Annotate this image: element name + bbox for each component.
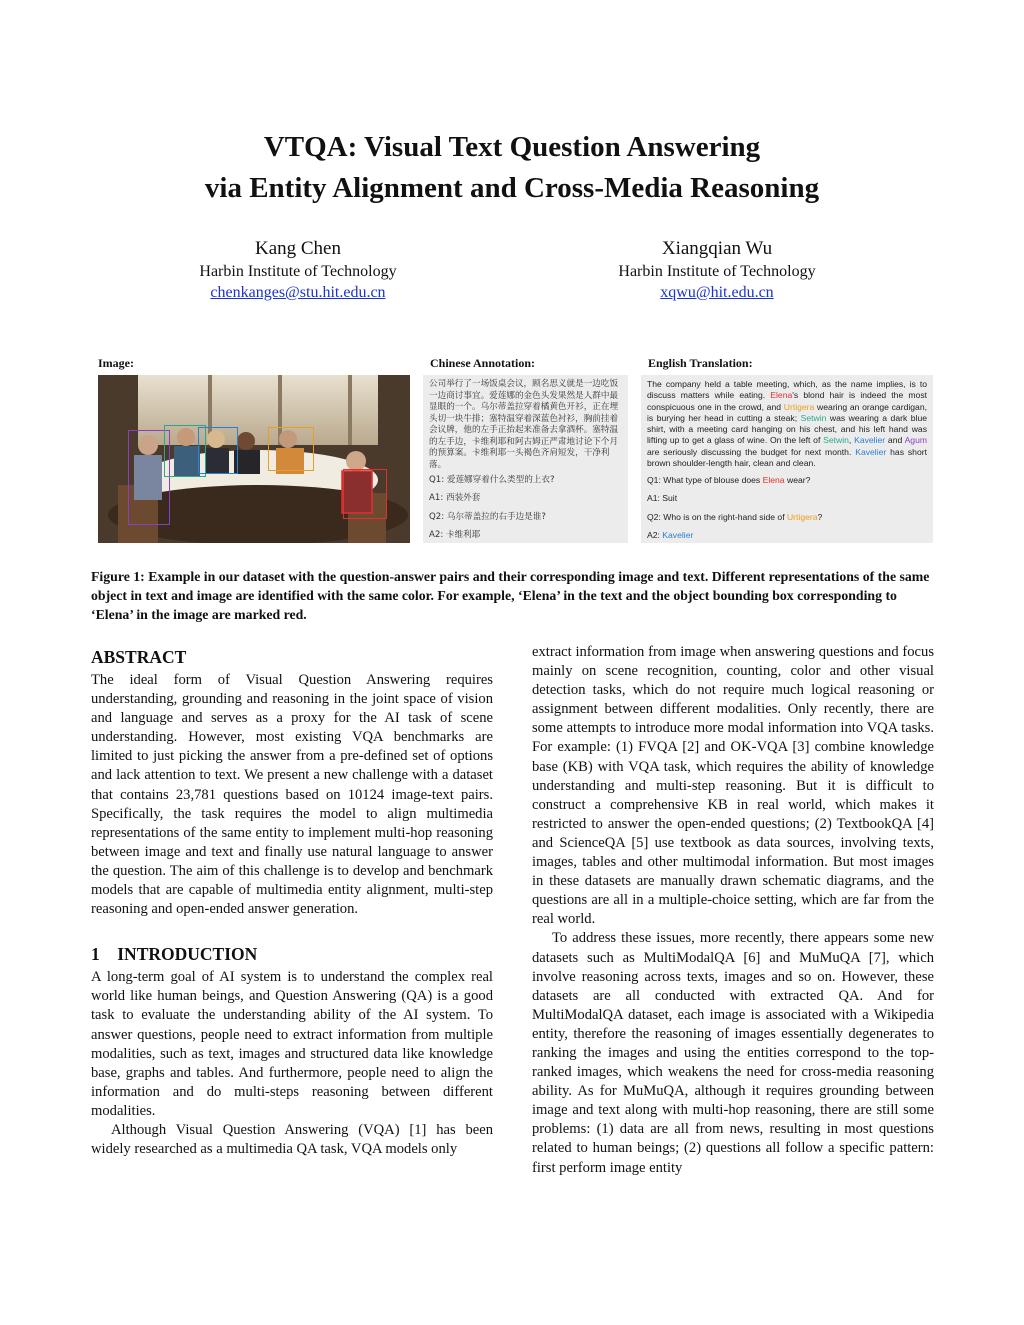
bbox-red bbox=[343, 469, 387, 519]
text-segment: wearing an orange cardigan, is burying her head in cutting a steak; bbox=[647, 401, 927, 423]
text-segment: are seriously discussing the budget for next month. bbox=[647, 446, 856, 457]
text-segment: , bbox=[848, 435, 855, 446]
figure-label-image: Image: bbox=[98, 356, 134, 370]
chinese-a1: A1: 西装外套 bbox=[429, 493, 481, 503]
author-name: Kang Chen bbox=[254, 238, 341, 259]
intro-paragraph-1: A long-term goal of AI system is to understand the complex real world like human beings, and Question Answering (QA) is a good task to evaluate the understanding ability of the AI system. To answer questions, people need to extract information from multiple modalities, such as text, images and structured data like knowledge base, graphs and tables. And furthermore, people need to align the information and do multi-steps reasoning between different modalities. bbox=[91, 969, 493, 1119]
author-email-link[interactable]: xqwu@hit.edu.cn bbox=[660, 284, 774, 301]
english-q2 bbox=[647, 512, 822, 523]
intro-paragraph-2: Although Visual Question Answering (VQA) [1] has been widely researched as a multimedia QA task, VQA models only bbox=[91, 1121, 493, 1158]
english-a2 bbox=[647, 530, 693, 541]
figure-label-chinese: Chinese Annotation: bbox=[430, 356, 536, 370]
text-segment: and bbox=[885, 435, 905, 446]
paper-title-line2: via Entity Alignment and Cross-Media Reasoning bbox=[204, 172, 820, 204]
entity-elena: Elena bbox=[762, 475, 785, 485]
left-column bbox=[91, 646, 493, 1159]
chinese-q1: Q1: 爱莲娜穿着什么类型的上衣? bbox=[429, 475, 555, 485]
paper-title-line1: VTQA: Visual Text Question Answering bbox=[263, 131, 761, 163]
author-email-link[interactable]: chenkanges@stu.hit.edu.cn bbox=[210, 284, 386, 301]
english-a1: A1: Suit bbox=[647, 493, 678, 503]
chinese-annotation-text: 公司举行了一场饭桌会议，顾名思义就是一边吃饭一边商讨事宜。爱莲娜的金色头发果然是人群中最显眼的一个。乌尔蒂盖拉穿着橘黄色开衫，正在埋头切一块牛排；塞特温穿着深蓝色衬衫，胸前挂着会议牌，他的左手正抬起来准备去拿酒杯。塞特温的左手边，卡维利耶和阿古姆正严肃地讨论下个月的预算案。卡维利耶一头褐色齐肩短发，干净利落。 bbox=[429, 379, 619, 470]
english-translation-panel bbox=[641, 375, 933, 543]
figure-caption: Figure 1: Example in our dataset with the question-answer pairs and their corresponding image and text. Different representations of the same object in text and image are identified with the same color. For example, ‘Elena’ in the text and the object bounding box corresponding to ‘Elena’ in the image are marked red. bbox=[91, 569, 930, 622]
introduction-heading: 1 INTRODUCTION bbox=[91, 944, 258, 965]
intro-paragraph-3: extract information from image when answering questions and focus mainly on scene recognition, counting, color and other visual detection tasks, which do not require much logical reasoning or assignment between different modalities. Only recently, there are some attempts to introduce more modal information into VQA tasks. For example: (1) FVQA [2] and OK-VQA [3] combine knowledge base (KB) with VQA task, which requires the ability of knowledge understanding and multi-step reasoning. But it is difficult to construct a comprehensive KB in real world, which makes it restricted to answer the open-ended questions; (2) TextbookQA [4] and ScienceQA [5] use textbook as data sources, involving texts, images, tables and other multimodal information. But most images in these datasets are manually drawn schematic diagrams, and the questions are all in a multiple-choice setting, which are far from the real world. bbox=[532, 644, 934, 928]
bbox-blue bbox=[198, 427, 238, 474]
entity-kavelier: Kavelier bbox=[662, 530, 694, 540]
abstract-text: The ideal form of Visual Question Answering requires understanding, grounding and reasoning in the joint space of vision and language and serves as a proxy for the AI task of scene understanding. However, most existing VQA benchmarks are limited to just picking the answer from a pre-defined set of options and lack attention to text. We present a new challenge with a dataset that contains 23,781 questions based on 10124 image-text pairs. Specifically, the task requires the model to align multimedia representations of the same entity to implement multi-hop reasoning between image and text and finally use natural language to answer the question. The aim of this challenge is to develop and benchmark models that are capable of multimedia entity alignment, multi-step reasoning and open-ended answer generation. bbox=[91, 672, 493, 918]
bbox-orange bbox=[268, 427, 314, 471]
chinese-q2: Q2: 乌尔蒂盖拉的右手边是谁? bbox=[429, 512, 546, 522]
right-column bbox=[532, 643, 934, 1178]
entity-elena: Elena bbox=[770, 390, 793, 401]
english-q1 bbox=[647, 475, 810, 486]
intro-paragraph-4: To address these issues, more recently, there appears some new datasets such as MultiModalQA [6] and MuMuQA [7], which involve reasoning across texts, images and so on. However, these datasets are all conducted with extracted QA. And for MultiModalQA dataset, each image is associated with a Wikipedia entity, therefore the reasoning of images essentially degenerates to ranking the images and using the entities correspond to the top-ranked images, which weakens the need for cross-media reasoning ability. As for MuMuQA, although it requires grounding between image and text along with multi-hop reasoning, there are still some problems: (1) data are all from news, resulting in most questions related to human beings; (2) questions all follow a specific pattern: first perform image entity bbox=[532, 930, 934, 1176]
english-translation-text bbox=[647, 379, 927, 469]
entity-agum: Agum bbox=[904, 435, 928, 446]
text-segment: has short brown shoulder-length hair, clean and clean. bbox=[647, 446, 927, 469]
abstract-heading: ABSTRACT bbox=[91, 647, 187, 667]
text-segment: 's blond hair is indeed the most conspicuous one in the crowd, and bbox=[647, 390, 928, 412]
text-segment: ? bbox=[817, 512, 823, 522]
text-segment: The company held a table meeting, which, as the name implies, is to discuss matters while eating. bbox=[647, 379, 927, 401]
text-segment: A2: bbox=[647, 530, 663, 540]
text-segment: wear? bbox=[784, 475, 811, 485]
author-block-2 bbox=[567, 237, 867, 303]
figure-photo bbox=[98, 375, 410, 543]
entity-urtigera: Urtigera bbox=[786, 512, 818, 522]
entity-kavelier: Kavelier bbox=[854, 435, 886, 446]
entity-setwin: Setwin bbox=[800, 412, 827, 423]
author-name: Xiangqian Wu bbox=[661, 238, 773, 259]
figure-label-english: English Translation: bbox=[648, 356, 753, 370]
entity-kavelier: Kavelier bbox=[855, 446, 887, 457]
text-segment: Q1: What type of blouse does bbox=[647, 475, 763, 485]
text-segment: Q2: Who is on the right-hand side of bbox=[647, 512, 787, 522]
author-affiliation: Harbin Institute of Technology bbox=[199, 263, 397, 280]
chinese-annotation-panel bbox=[423, 375, 628, 543]
chinese-a2: A2: 卡维利耶 bbox=[429, 530, 481, 540]
author-affiliation: Harbin Institute of Technology bbox=[618, 263, 816, 280]
text-segment: was wearing a dark blue shirt, with a meeting card hanging on his chest, and his left hand was lifting up to get a glass of wine. On the left of bbox=[647, 412, 928, 446]
author-block-1 bbox=[148, 237, 448, 303]
entity-urtigera: Urtigera bbox=[783, 401, 815, 412]
entity-setwin: Setwin bbox=[823, 435, 849, 446]
